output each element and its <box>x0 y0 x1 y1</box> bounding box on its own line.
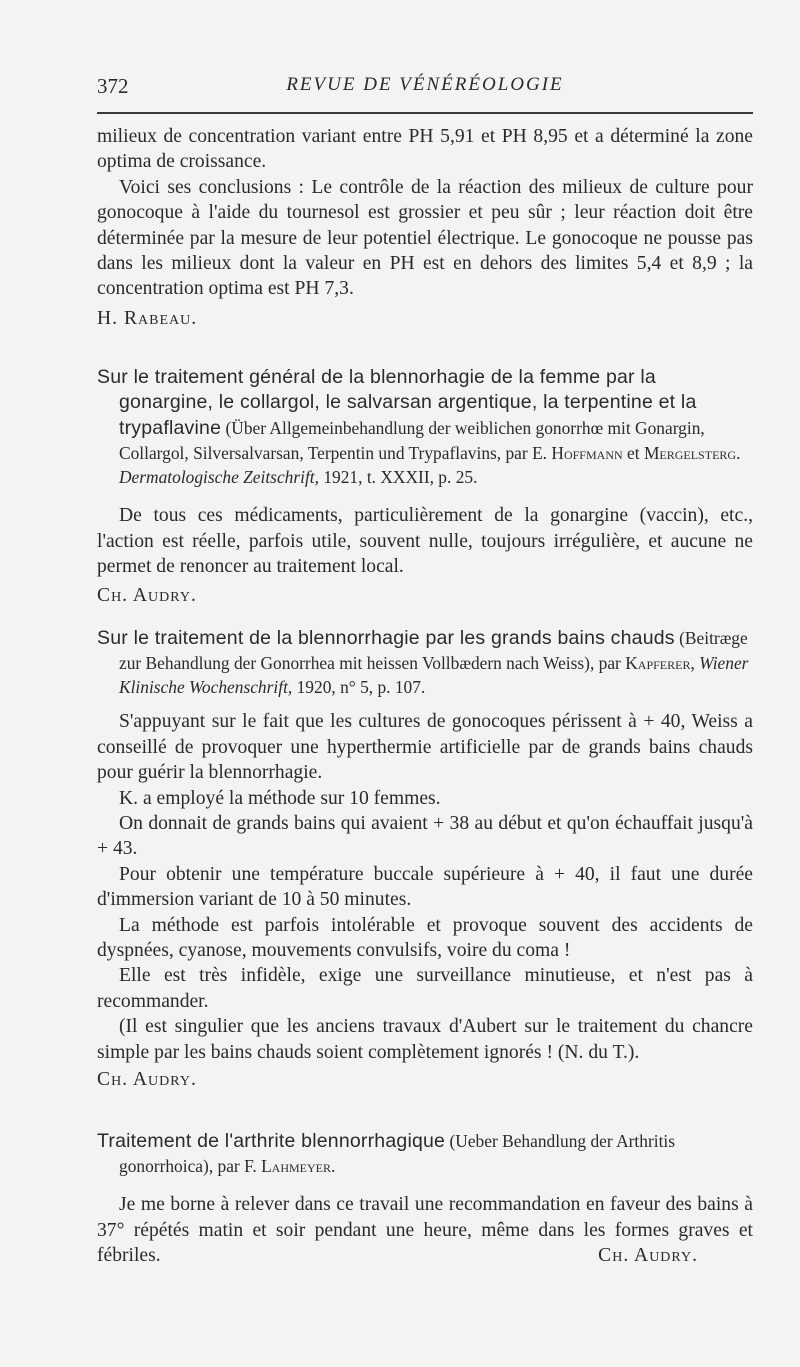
intro-paragraph-2: Voici ses conclusions : Le contrôle de la réaction des milieux de culture pour gonocoque à l'aide du tournesol est grossier et peu sûr ; leur réaction doit être déterminée par la mesure de leur potentiel électrique. Le gonocoque ne pousse pas dans les milieux dont la valeur en PH est en dehors des limites 5,4 et 8,9 ; la concentration optima est PH 7,3. <box>97 176 753 300</box>
article-2-heading <box>97 626 753 699</box>
article-1-conj: et <box>627 443 640 464</box>
article-3-body-text: Je me borne à relever dans ce travail une recommandation en faveur des bains à 37° répétés matin et soir pendant une heure, même dans les formes graves et fébriles. <box>97 1194 753 1267</box>
article-2-ref-text: (Beitræge zur Behandlung der Gonorrhea mit heissen Vollbædern nach Weiss), par <box>119 628 748 674</box>
article-2-paragraph: (Il est singulier que les anciens travaux d'Aubert sur le traitement du chancre simple par les bains chauds soient complètement ignorés ! (N. du T.). <box>97 1016 753 1063</box>
article-1-heading <box>97 365 753 489</box>
intro-section <box>97 124 753 331</box>
article-1-signature: Ch. Audry. <box>97 585 197 607</box>
intro-signature: H. Rabeau. <box>97 307 198 329</box>
article-2-paragraph: La méthode est parfois intolérable et provoque souvent des accidents de dyspnées, cyanose, mouvements convulsifs, voire du coma ! <box>97 914 753 962</box>
article-2-paragraph: Pour obtenir une température buccale supérieure à + 40, il faut une durée d'immersion variant de 10 à 50 minutes. <box>97 863 753 911</box>
article-1-author-2: Mergelsterg. <box>643 443 741 464</box>
article-2-title: Sur le traitement de la blennorrhagie par les grands bains chauds <box>97 627 675 649</box>
article-2 <box>97 626 753 1093</box>
article-1-body: De tous ces médicaments, particulièrement de la gonargine (vaccin), etc., l'action est réelle, parfois utile, souvent nulle, toujours irrégulière, et aucune ne permet de renoncer au traitement local. <box>97 505 753 578</box>
header-rule <box>97 112 753 114</box>
article-1-author-1: Hoffmann <box>551 443 623 464</box>
article-2-signature: Ch. Audry. <box>97 1069 197 1091</box>
article-1-title: Sur le traitement général de la blennorhagie de la femme par la gonargine, le collargol, le salvarsan argentique, la terpentine et la trypaflavine <box>97 366 697 439</box>
article-2-author: Kapferer, <box>625 653 695 674</box>
article-2-paragraph: Elle est très infidèle, exige une surveillance minutieuse, et n'est pas à recommander. <box>97 965 753 1012</box>
article-3-ref-text: (Ueber Behandlung der Arthritis gonorrhoica), par F. <box>119 1131 676 1177</box>
article-3-title: Traitement de l'arthrite blennorrhagique <box>97 1130 446 1152</box>
article-1 <box>97 365 753 609</box>
article-2-journal: Wiener Klinische Wochenschrift, <box>119 653 749 698</box>
article-3 <box>97 1129 753 1269</box>
article-2-paragraph: S'appuyant sur le fait que les cultures de gonocoques périssent à + 40, Weiss a conseillé de provoquer une hyperthermie artificielle par de grands bains chauds pour guérir la blennorrhagie. <box>97 711 753 784</box>
article-2-ref-tail: 1920, n° 5, p. 107. <box>296 677 426 698</box>
article-3-heading <box>97 1129 753 1178</box>
intro-paragraph-1: milieux de concentration variant entre PH 5,91 et PH 8,95 et a déterminé la zone optima de croissance. <box>97 126 753 173</box>
article-3-body <box>97 1192 753 1268</box>
article-3-author: Lahmeyer. <box>261 1156 336 1177</box>
article-3-signature: Ch. Audry. <box>598 1245 698 1267</box>
page-header <box>97 74 753 104</box>
article-2-paragraph: On donnait de grands bains qui avaient + 38 au début et qu'on échauffait jusqu'à + 43. <box>97 813 753 860</box>
article-2-paragraph: K. a employé la méthode sur 10 femmes. <box>119 787 441 809</box>
article-1-ref-prefix: E. <box>532 443 548 464</box>
article-1-journal: Dermatologische Zeitschrift, <box>119 467 319 488</box>
article-1-ref-text: (Über Allgemeinbehandlung der weiblichen gonorrhœ mit Gonargin, Collargol, Silversalvarsan, Terpentin und Trypaflavins, par <box>119 417 705 464</box>
running-title: REVUE DE VÉNÉRÉOLOGIE <box>286 74 564 95</box>
page-number: 372 <box>97 74 129 98</box>
article-2-body <box>97 709 753 1065</box>
article-1-ref-tail: 1921, t. XXXII, p. 25. <box>323 467 478 488</box>
